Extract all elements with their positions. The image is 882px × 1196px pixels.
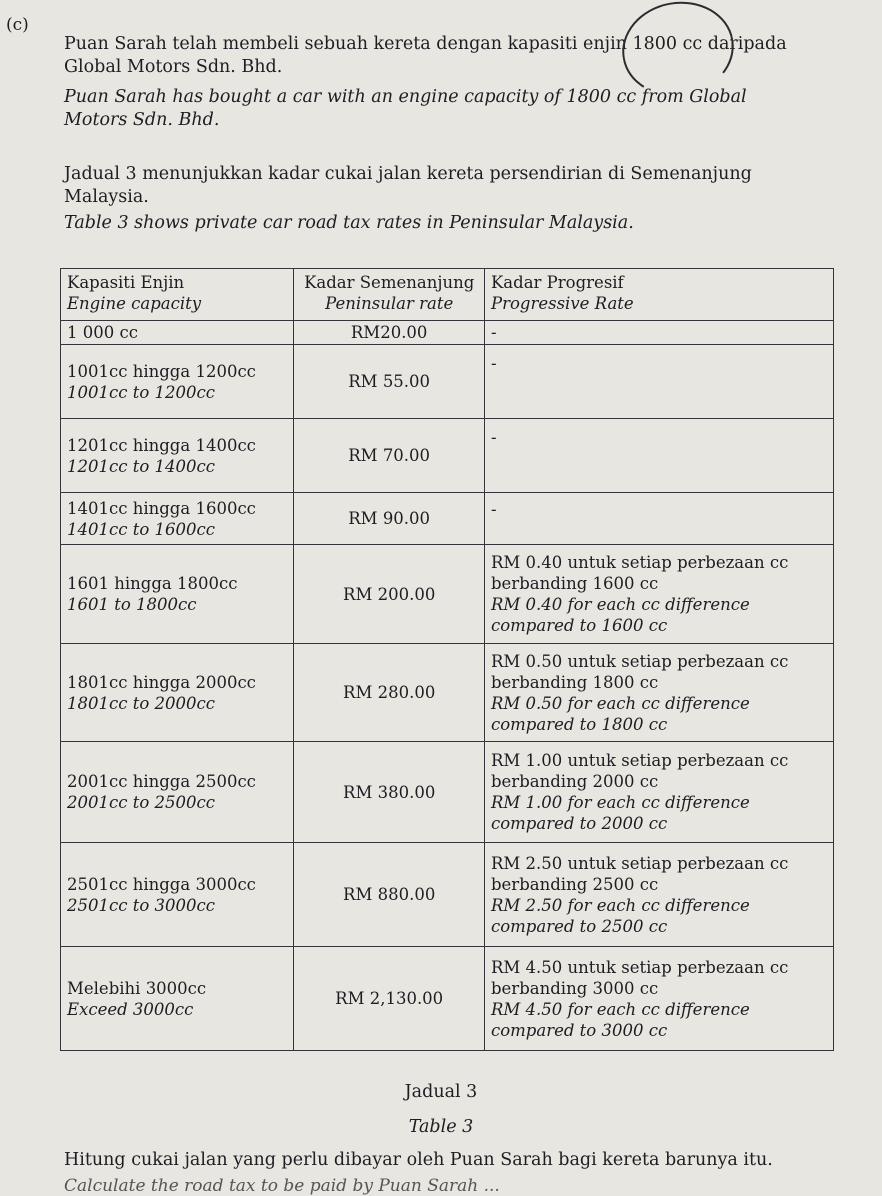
progressive-line: berbanding 1600 cc — [490, 574, 659, 593]
capacity-cell — [61, 947, 294, 1051]
rate-cell: RM 2,130.00 — [294, 947, 485, 1051]
header-text-ms: Kadar Progresif — [490, 273, 624, 292]
table-row — [61, 321, 834, 345]
table-caption-en: Table 3 — [408, 1117, 474, 1137]
intro-line-en: Table 3 shows private car road tax rates in Peninsular Malaysia. — [64, 213, 634, 233]
question-line-en-2: Motors Sdn. Bhd. — [64, 110, 220, 130]
capacity-cell — [61, 742, 294, 843]
table-row — [61, 419, 834, 493]
progressive-line: RM 0.40 for each cc difference — [490, 595, 750, 614]
table-row — [61, 545, 834, 644]
table-row — [61, 947, 834, 1051]
progressive-line: berbanding 1800 cc — [490, 672, 659, 692]
rate-cell: RM 90.00 — [294, 493, 485, 545]
progressive-line: RM 1.00 for each cc difference — [490, 793, 750, 812]
intro-line-ms-1: Jadual 3 menunjukkan kadar cukai jalan kereta persendirian di Semenanjung — [64, 164, 752, 184]
progressive-line: compared to 2000 cc — [490, 814, 668, 833]
progressive-line: compared to 1800 cc — [490, 714, 668, 734]
capacity-cell — [61, 345, 294, 419]
capacity-en: Exceed 3000cc — [67, 999, 194, 1019]
capacity-en: 2001cc to 2500cc — [67, 793, 216, 812]
header-text-en: Engine capacity — [67, 294, 202, 313]
progressive-cell — [484, 742, 833, 843]
capacity-cell — [61, 545, 294, 644]
rate-cell: RM 880.00 — [294, 843, 485, 947]
capacity-en: 2501cc to 3000cc — [67, 895, 216, 915]
progressive-cell — [484, 545, 833, 644]
header-progressive-rate — [484, 269, 833, 321]
table-row — [61, 345, 834, 419]
capacity-en: 1001cc to 1200cc — [67, 382, 216, 402]
question-line-en-1: Puan Sarah has bought a car with an engine capacity of 1800 cc from Global — [64, 87, 747, 107]
progressive-line: berbanding 2000 cc — [490, 772, 659, 791]
header-engine-capacity — [61, 269, 294, 321]
capacity-ms: 1601 hingga 1800cc — [67, 574, 238, 593]
header-text-ms: Kadar Semenanjung — [304, 273, 475, 292]
progressive-cell: - — [484, 345, 833, 419]
capacity-ms: 1 000 cc — [67, 323, 138, 342]
rate-cell: RM20.00 — [294, 321, 485, 345]
capacity-en: 1801cc to 2000cc — [67, 693, 216, 713]
capacity-ms: 1201cc hingga 1400cc — [67, 435, 256, 455]
rate-cell: RM 200.00 — [294, 545, 485, 644]
progressive-line: compared to 2500 cc — [490, 916, 668, 936]
progressive-cell — [484, 947, 833, 1051]
table-row — [61, 742, 834, 843]
progressive-line: RM 1.00 untuk setiap perbezaan cc — [490, 751, 789, 770]
progressive-line: compared to 3000 cc — [490, 1020, 668, 1040]
capacity-en: 1201cc to 1400cc — [67, 456, 216, 476]
progressive-cell: - — [484, 321, 833, 345]
instruction-en-cut: Calculate the road tax to be paid by Puan Sarah ... — [64, 1176, 500, 1196]
capacity-cell — [61, 843, 294, 947]
table-row — [61, 644, 834, 742]
capacity-ms: Melebihi 3000cc — [67, 978, 207, 998]
capacity-ms: 2501cc hingga 3000cc — [67, 874, 256, 894]
intro-line-ms-2: Malaysia. — [64, 187, 149, 207]
capacity-cell — [61, 644, 294, 742]
progressive-line: RM 0.50 for each cc difference — [490, 693, 750, 713]
capacity-ms: 1001cc hingga 1200cc — [67, 361, 256, 381]
progressive-line: berbanding 2500 cc — [490, 874, 659, 894]
progressive-line: RM 0.50 untuk setiap perbezaan cc — [490, 651, 789, 671]
progressive-line: RM 0.40 untuk setiap perbezaan cc — [490, 553, 789, 572]
table-row — [61, 493, 834, 545]
progressive-line: berbanding 3000 cc — [490, 978, 659, 998]
capacity-ms: 1401cc hingga 1600cc — [67, 498, 256, 518]
road-tax-table — [60, 268, 834, 1051]
capacity-cell — [61, 321, 294, 345]
progressive-line: RM 2.50 untuk setiap perbezaan cc — [490, 853, 789, 873]
header-text-en: Peninsular rate — [325, 294, 454, 313]
header-text-en: Progressive Rate — [490, 294, 634, 313]
question-line-ms-1: Puan Sarah telah membeli sebuah kereta dengan kapasiti enjin 1800 cc daripada — [64, 34, 787, 54]
question-line-ms-2: Global Motors Sdn. Bhd. — [64, 57, 283, 77]
header-peninsular-rate — [294, 269, 485, 321]
rate-cell: RM 55.00 — [294, 345, 485, 419]
progressive-cell: - — [484, 419, 833, 493]
table-row — [61, 843, 834, 947]
rate-cell: RM 380.00 — [294, 742, 485, 843]
progressive-cell — [484, 644, 833, 742]
progressive-line: RM 2.50 for each cc difference — [490, 895, 750, 915]
instruction-ms: Hitung cukai jalan yang perlu dibayar oleh Puan Sarah bagi kereta barunya itu. — [64, 1150, 773, 1170]
capacity-cell — [61, 493, 294, 545]
table-header-row — [61, 269, 834, 321]
progressive-cell: - — [484, 493, 833, 545]
capacity-ms: 2001cc hingga 2500cc — [67, 772, 256, 791]
capacity-en: 1601 to 1800cc — [67, 595, 197, 614]
question-number: (c) — [6, 15, 29, 35]
capacity-cell — [61, 419, 294, 493]
progressive-line: RM 4.50 for each cc difference — [490, 999, 750, 1019]
capacity-ms: 1801cc hingga 2000cc — [67, 672, 256, 692]
capacity-en: 1401cc to 1600cc — [67, 519, 216, 539]
progressive-line: RM 4.50 untuk setiap perbezaan cc — [490, 957, 789, 977]
rate-cell: RM 70.00 — [294, 419, 485, 493]
header-text-ms: Kapasiti Enjin — [67, 273, 185, 292]
rate-cell: RM 280.00 — [294, 644, 485, 742]
progressive-cell — [484, 843, 833, 947]
table-caption-ms: Jadual 3 — [404, 1082, 478, 1102]
progressive-line: compared to 1600 cc — [490, 616, 668, 635]
